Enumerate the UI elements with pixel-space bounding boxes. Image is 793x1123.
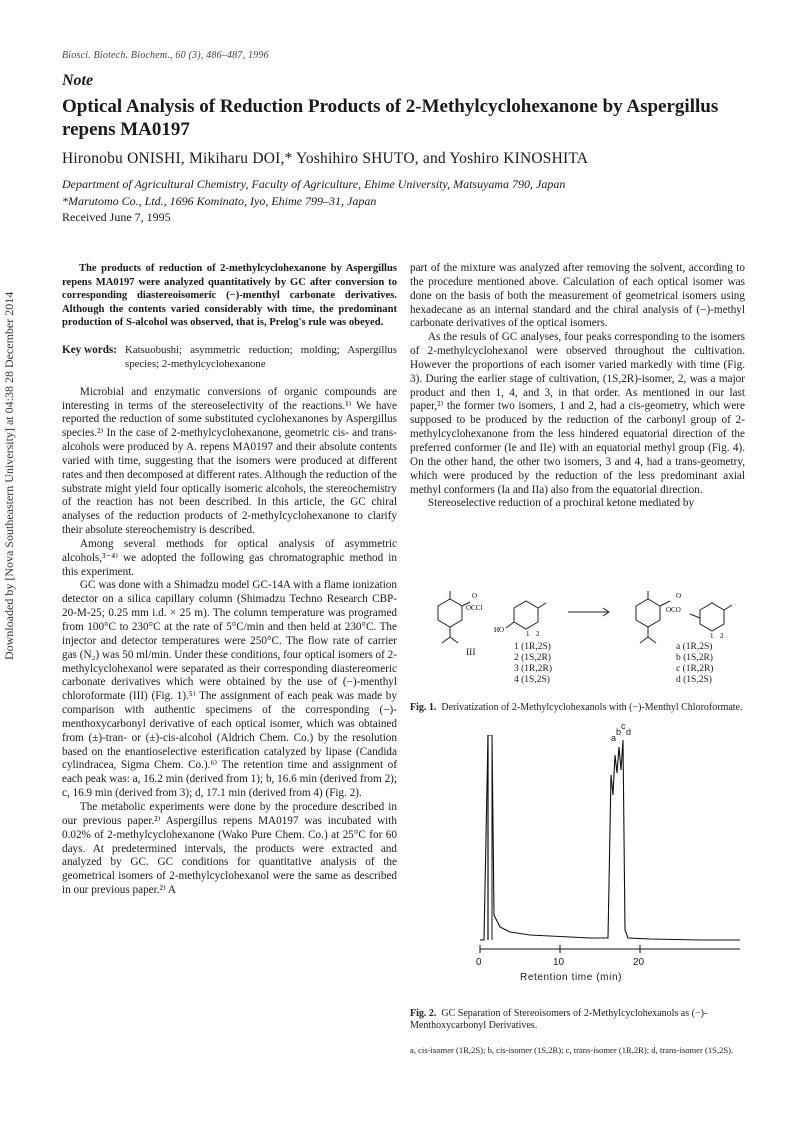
chloroformate-label: OCCl [466, 604, 483, 612]
keywords-block [62, 344, 397, 372]
body-paragraph: The metabolic experiments were done by the procedure described in our previous paper.²⁾ Aspergillus repens MA0197 was incubated with 0.02% of 2-methylcyclohexanone (Wako Pure Chem. Co.) at 25°C for 60 days. At predetermined intervals, the products were extracted and analyzed by GC. GC conditions for quantitative analysis of the geometrical isomers of 2-methylcyclohexanol were the same as described in our previous paper.²⁾ A [62, 800, 397, 897]
alcohol-entry: 3 (1R,2R) [514, 664, 552, 674]
product-list [676, 642, 713, 686]
body-paragraph: part of the mixture was analyzed after removing the solvent, according to the procedure mentioned above. Calculation of each optical isomer was done on the basis of both the measurement of geometrical isomers using hexadecane as an internal standard and the chiral analysis of (−)-methyl carbonate derivatives of the optical isomers. [410, 262, 745, 330]
product-carbonyl-o-label: O [676, 592, 682, 600]
body-paragraph: Microbial and enzymatic conversions of organic compounds are interesting in terms of the stereoselectivity of the reactions.¹⁾ We have reported the reduction of some substituted cyclohexanones by Aspergillus species.²⁾ In the case of 2-methylcyclohexanone, geometric cis- and trans-alcohols were produced by A. repens MA0197 and their absolute contents varied with time, suggesting that the isomers were produced at different rates and then decomposed at different rates. Although the reduction of the substrate might yield four optically isomeric alcohols, the stereochemistry of the reaction has not been described. In this article, the GC chiral analyses of the reduction products of 2-methylcyclohexanone to clarify their absolute stereochemistry is described. [62, 385, 397, 537]
received-date: Received June 7, 1995 [62, 210, 171, 224]
journal-citation: Biosci. Biotech. Biochem., 60 (3), 486–487, 1996 [62, 50, 269, 61]
alcohol-entry: 4 (1S,2S) [514, 675, 550, 685]
figure-2-chromatogram [440, 721, 740, 945]
figure-2-caption [410, 1008, 745, 1032]
menthyl-ring [438, 599, 462, 627]
peak-label-a: a [611, 733, 617, 743]
right-column [410, 262, 745, 511]
product-menthyl-ring [636, 599, 660, 627]
peak-label-b: b [616, 727, 622, 737]
x-axis-label: Retention time (min) [520, 972, 623, 983]
ring-position-2: 2 [536, 630, 540, 638]
figure-1-scheme [408, 588, 753, 686]
product-ring-position-2: 2 [720, 632, 724, 640]
figure-2-legend: a, cis-isomer (1R,2S); b, cis-isomer (1S,2R); c, trans-isomer (1R,2R); d, trans-isomer (1S,2S). [410, 1045, 734, 1055]
ring-position-1: 1 [526, 630, 530, 638]
product-entry: b (1S,2R) [676, 653, 713, 663]
keywords-text: Katsuobushi; asymmetric reduction; molding; Aspergillus species; 2-methylcyclohexanone [125, 343, 397, 370]
author-list: Hironobu ONISHI, Mikiharu DOI,* Yoshihiro SHUTO, and Yoshiro KINOSHITA [62, 150, 589, 167]
article-title: Optical Analysis of Reduction Products of 2-Methylcyclohexanone by Aspergillus repens MA0197 [62, 96, 719, 140]
body-paragraph: Among several methods for optical analysis of asymmetric alcohols,³⁻⁴⁾ we adopted the following gas chromatographic method in this experiment. [62, 537, 397, 578]
peak-label-c: c [621, 721, 626, 731]
keywords-label: Key words: [62, 343, 117, 356]
affiliations [62, 176, 752, 210]
product-entry: d (1S,2S) [676, 675, 712, 685]
figure-2-label: Fig. 2. [410, 1008, 437, 1019]
x-tick-label: 20 [633, 957, 645, 968]
peak-label-d: d [626, 727, 632, 737]
download-watermark: Downloaded by [Nova Southeastern University] at 04:38 28 December 2014 [2, 291, 16, 660]
x-tick-label: 0 [476, 957, 482, 968]
body-paragraph: GC was done with a Shimadzu model GC-14A with a flame ionization detector on a silica capillary column (Shimadzu Techno Research CBP-20-M-25; 0.25 mm i.d. × 25 m). The column temperature was programed from 100°C to 230°C at the rate of 5°C/min and then held at 230°C. The injector and detector temperatures were 250°C. The flow rate of carrier gas (N₂) was 50 ml/min. Under these conditions, four optical isomers of 2-methylcyclohexanol were separated as their corresponding diastereomeric carbonate derivatives which were obtained by the use of (−)-menthyl chloroformate (III) (Fig. 1).⁵⁾ The assignment of each peak was made by comparison with authentic specimens of the corresponding (−)-menthoxycarbonyl derivative of each optical isomer, which was obtained from (±)-tran- or (±)-cis-alcohol (Aldrich Chem. Co.) by the resolution based on the enantioselective esterification catalyzed by lipase (Candida cylindracea, Sigma Chem. Co.).⁶⁾ The retention time and assignment of each peak was: a, 16.2 min (derived from 1); b, 16.6 min (derived from 2); c, 16.9 min (derived from 3); d, 17.1 min (derived from 4) (Fig. 2). [62, 579, 397, 800]
section-label: Note [62, 72, 94, 89]
figure-1-caption [410, 702, 745, 714]
body-paragraph: As the resuls of GC analyses, four peaks corresponding to the isomers of 2-methylcyclohexanol were observed throughout the cultivation. However the proportions of each isomer varied markedly with time (Fig. 3). During the earlier stage of cultivation, (1S,2R)-isomer, 2, was a major product and then 1, 4, and 3, in that order. As mentioned in our last paper,²⁾ the former two isomers, 1 and 2, had a cis-geometry, which were supposed to be produced by the reduction of the carbonyl group of 2-methylcyclohexanone from the less hindered equatorial direction of the preferred conformer (Ie and IIe) with an equatorial methyl group (Fig. 4). On the other hand, the other two isomers, 3 and 4, had a trans-geometry, which were produced by the reduction of the less predominant axial methyl conformers (Ia and IIa) also from the equatorial direction. [410, 331, 745, 496]
left-column [62, 262, 397, 898]
x-tick-label: 10 [553, 957, 565, 968]
chromatogram-x-axis [440, 945, 740, 985]
affiliation-primary: Department of Agricultural Chemistry, Faculty of Agriculture, Ehime University, Matsuyama 790, Japan [62, 177, 566, 191]
cyclohexanol-ring [514, 601, 538, 629]
abstract: The products of reduction of 2-methylcyclohexanone by Aspergillus repens MA0197 were analyzed quantitatively by GC after conversion to corresponding diastereoisomeric (−)-menthyl carbonate derivatives. Although the contents varied considerably with time, the predominant production of S-alcohol was observed, that is, Prelog's rule was obeyed. [62, 263, 397, 329]
alcohol-entry: 1 (1R,2S) [514, 642, 551, 652]
figure-1-text: Derivatization of 2-Methylcyclohexanols with (−)-Menthyl Chloroformate. [441, 702, 743, 713]
baseline-trace [480, 735, 740, 940]
affiliation-secondary: *Marutomo Co., Ltd., 1696 Kominato, Iyo, Ehime 799–31, Japan [62, 194, 377, 208]
x-axis-line [440, 945, 740, 959]
product-ring-position-1: 1 [710, 632, 714, 640]
hydroxyl-label: HO [494, 626, 505, 634]
chromatogram-trace [440, 735, 740, 945]
figure-1-label: Fig. 1. [410, 702, 437, 713]
carbonate-label: OCO [666, 606, 681, 614]
alcohol-list [514, 642, 552, 686]
product-cyclohexyl-ring [700, 603, 724, 631]
carbonyl-o-label: O [472, 592, 478, 600]
reagent-label: III [466, 648, 476, 658]
body-paragraph: Stereoselective reduction of a prochiral ketone mediated by [427, 497, 695, 510]
alcohol-entry: 2 (1S,2R) [514, 653, 551, 663]
figure-2-text: GC Separation of Stereoisomers of 2-Methylcyclohexanols as (−)-Menthoxycarbonyl Derivatives. [410, 1008, 708, 1031]
product-entry: c (1R,2R) [676, 664, 714, 674]
product-entry: a (1R,2S) [676, 642, 713, 652]
